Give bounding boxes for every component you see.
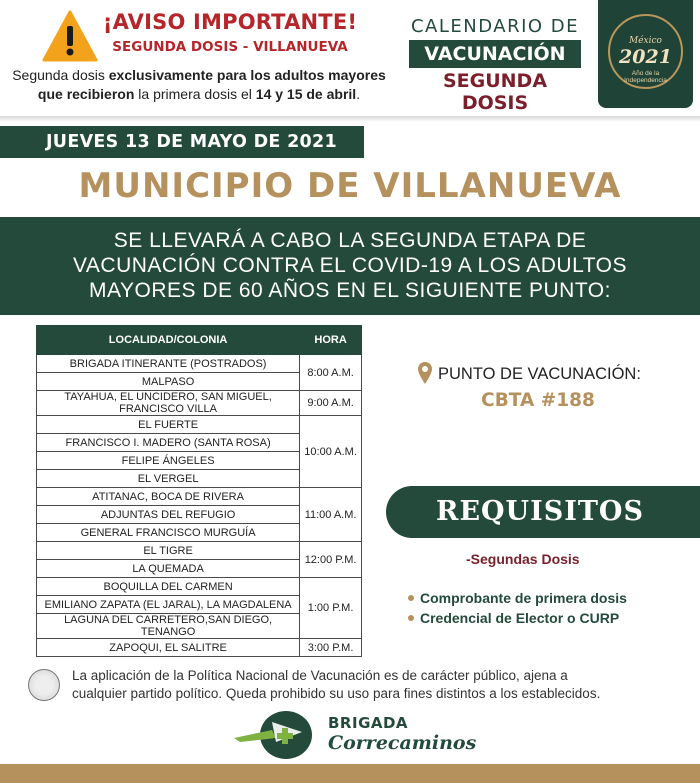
table-header-row (37, 326, 362, 355)
table-row (37, 416, 362, 434)
localidad-cell: TAYAHUA, EL UNCIDERO, SAN MIGUEL, FRANCISCO VILLA (37, 391, 300, 416)
mexico-2021-logo (598, 0, 693, 108)
list-item: Comprobante de primera dosis (408, 588, 627, 608)
list-item: Credencial de Elector o CURP (408, 608, 627, 628)
header (0, 0, 700, 116)
localidad-cell: EMILIANO ZAPATA (EL JARAL), LA MAGDALENA (37, 596, 300, 614)
logo-caption: Año de la Independencia (624, 70, 667, 84)
localidad-cell: FELIPE ÁNGELES (37, 452, 300, 470)
calendar-vacunacion: VACUNACIÓN (409, 40, 581, 68)
hora-cell: 3:00 P.M. (300, 639, 362, 657)
schedule-body (37, 355, 362, 657)
header-shadow (0, 116, 700, 122)
localidad-cell: BRIGADA ITINERANTE (POSTRADOS) (37, 355, 300, 373)
schedule-table (36, 325, 362, 657)
aviso-subtitle: SEGUNDA DOSIS - VILLANUEVA (112, 39, 348, 55)
hora-cell: 12:00 P.M. (300, 542, 362, 578)
table-row (37, 542, 362, 560)
hora-cell: 11:00 A.M. (300, 488, 362, 542)
hora-cell: 10:00 A.M. (300, 416, 362, 488)
logo-year: 2021 (619, 46, 672, 68)
localidad-cell: EL VERGEL (37, 470, 300, 488)
localidad-cell: LAGUNA DEL CARRETERO,SAN DIEGO, TENANGO (37, 614, 300, 639)
requisitos-banner: REQUISITOS (386, 486, 700, 538)
table-row (37, 355, 362, 373)
col-localidad: LOCALIDAD/COLONIA (37, 326, 300, 355)
logo-mexico-text: México (629, 36, 662, 46)
correcaminos-title: Correcaminos (328, 732, 477, 754)
requisitos-subtitle: -Segundas Dosis (466, 551, 580, 567)
table-row (37, 639, 362, 657)
hora-cell: 9:00 A.M. (300, 391, 362, 416)
announcement-banner (0, 217, 700, 315)
aviso-title: ¡AVISO IMPORTANTE! (102, 10, 358, 34)
calendar-title: CALENDARIO DE (410, 16, 580, 37)
hora-cell: 1:00 P.M. (300, 578, 362, 639)
aviso-description: Segunda dosis exclusivamente para los adultos mayores que recibieron la primera dosis el 14 y 15 de abril. (12, 67, 386, 102)
punto-label: PUNTO DE VACUNACIÓN: (438, 365, 641, 383)
banner-line: VACUNACIÓN CONTRA EL COVID-19 A LOS ADULTOS (72, 254, 628, 277)
localidad-cell: MALPASO (37, 373, 300, 391)
localidad-cell: ATITANAC, BOCA DE RIVERA (37, 488, 300, 506)
localidad-cell: EL FUERTE (37, 416, 300, 434)
table-row (37, 391, 362, 416)
brigada-title: BRIGADA (328, 714, 409, 732)
localidad-cell: EL TIGRE (37, 542, 300, 560)
location-pin-icon (418, 362, 432, 384)
localidad-cell: FRANCISCO I. MADERO (SANTA ROSA) (37, 434, 300, 452)
bottom-bar (0, 764, 700, 783)
municipio-title: MUNICIPIO DE VILLANUEVA (78, 166, 622, 206)
banner-line: SE LLEVARÁ A CABO LA SEGUNDA ETAPA DE (113, 229, 587, 252)
col-hora: HORA (300, 326, 362, 355)
legal-disclaimer: La aplicación de la Política Nacional de Vacunación es de carácter público, ajena a cualquier partido político. Queda prohibido su uso para fines distintos a los establecidos. (72, 668, 601, 701)
punto-value: CBTA #188 (481, 390, 595, 411)
localidad-cell: BOQUILLA DEL CARMEN (37, 578, 300, 596)
localidad-cell: ZAPOQUI, EL SALITRE (37, 639, 300, 657)
table-row (37, 578, 362, 596)
government-seal-icon (28, 669, 60, 701)
calendar-segunda-dosis: SEGUNDA DOSIS (442, 70, 548, 114)
localidad-cell: GENERAL FRANCISCO MURGUÍA (37, 524, 300, 542)
bullet-icon (408, 615, 414, 621)
brigada-correcaminos-logo (232, 708, 324, 762)
warning-icon (42, 10, 98, 62)
table-row (37, 488, 362, 506)
date-bar: JUEVES 13 DE MAYO DE 2021 (0, 126, 364, 158)
bullet-icon (408, 595, 414, 601)
requisitos-list (408, 588, 627, 628)
hora-cell: 8:00 A.M. (300, 355, 362, 391)
localidad-cell: LA QUEMADA (37, 560, 300, 578)
localidad-cell: ADJUNTAS DEL REFUGIO (37, 506, 300, 524)
banner-line: MAYORES DE 60 AÑOS EN EL SIGUIENTE PUNTO: (89, 279, 611, 302)
